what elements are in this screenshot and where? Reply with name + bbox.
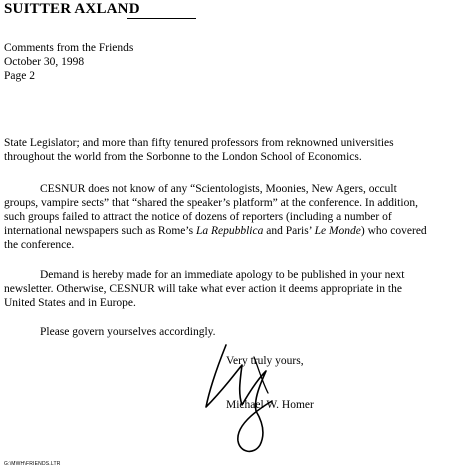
- paragraph-line: the conference.: [4, 239, 75, 251]
- handwritten-signature: [196, 335, 296, 460]
- header-page-number: Page 2: [4, 70, 35, 82]
- paragraph-line: [4, 224, 459, 238]
- header-date: October 30, 1998: [4, 56, 85, 68]
- newspaper-title: Le Monde: [314, 225, 361, 237]
- paragraph-line: such groups failed to attract the notice of dozens of reporters (including a number of: [4, 211, 392, 223]
- header-subject: Comments from the Friends: [4, 42, 134, 54]
- text-run: ) who covered: [360, 225, 427, 237]
- letterhead-firm-name: SUITTER AXLAND: [4, 1, 140, 17]
- paragraph-line: State Legislator; and more than fifty tenured professors from reknowned universities: [4, 137, 394, 149]
- closing-salutation: Very truly yours,: [226, 355, 304, 367]
- paragraph-3: [4, 268, 459, 310]
- paragraph-line: CESNUR does not know of any “Scientologists, Moonies, New Agers, occult: [40, 183, 397, 195]
- signer-name: Michael W. Homer: [226, 399, 314, 411]
- file-reference: G:\MWH\FRIENDS.LTR: [4, 461, 61, 467]
- paragraph-2: [4, 182, 459, 252]
- paragraph-line: Please govern yourselves accordingly.: [40, 326, 216, 338]
- paragraph-line: United States and in Europe.: [4, 297, 136, 309]
- text-run: international newspapers such as Rome’s: [4, 225, 196, 237]
- paragraph-line: Demand is hereby made for an immediate apology to be published in your next: [40, 269, 405, 281]
- paragraph-1: [4, 136, 459, 164]
- paragraph-line: throughout the world from the Sorbonne to the London School of Economics.: [4, 151, 362, 163]
- newspaper-title: La Repubblica: [195, 225, 264, 237]
- paragraph-line: groups, vampire sects” that “shared the speaker’s platform” at the conference. In addition,: [4, 197, 418, 209]
- text-run: and Paris’: [263, 225, 315, 237]
- letterhead-rule: [127, 18, 196, 19]
- paragraph-line: newsletter. Otherwise, CESNUR will take what ever action it deems appropriate in the: [4, 283, 402, 295]
